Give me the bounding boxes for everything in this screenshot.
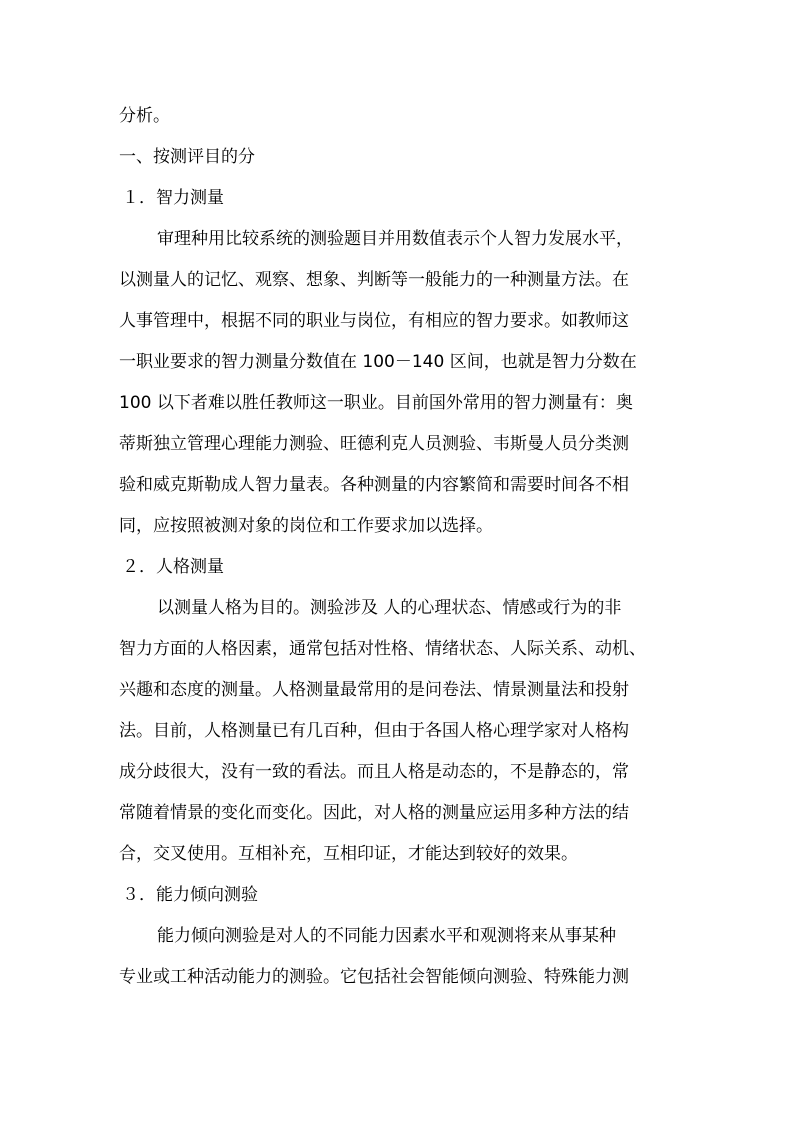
paragraph-line: 兴趣和态度的测量。人格测量最常用的是问卷法、情景测量法和投射 bbox=[119, 680, 629, 700]
paragraph-line: 常随着情景的变化而变化。因此，对人格的测量应运用多种方法的结 bbox=[119, 803, 629, 823]
paragraph-line: 一职业要求的智力测量分数值在 100－140 区间，也就是智力分数在 bbox=[119, 352, 637, 372]
document-body bbox=[119, 96, 685, 998]
paragraph-line: 蒂斯独立管理心理能力测验、旺德利克人员测验、韦斯曼人员分类测 bbox=[119, 434, 629, 454]
paragraph-line: 审理种用比较系统的测验题目并用数值表示个人智力发展水平， bbox=[157, 229, 633, 249]
paragraph-line: 同，应按照被测对象的岗位和工作要求加以选择。 bbox=[119, 516, 493, 536]
subsection-heading: １．智力测量 bbox=[122, 188, 224, 208]
subsection-heading: ３．能力倾向测验 bbox=[122, 885, 258, 905]
paragraph-line: 成分歧很大，没有一致的看法。而且人格是动态的，不是静态的，常 bbox=[119, 762, 629, 782]
paragraph-line: 100 以下者难以胜任教师这一职业。目前国外常用的智力测量有：奥 bbox=[119, 393, 633, 413]
paragraph-line: 人事管理中，根据不同的职业与岗位，有相应的智力要求。如教师这 bbox=[119, 311, 629, 331]
paragraph-line: 专业或工种活动能力的测验。它包括社会智能倾向测验、特殊能力测 bbox=[119, 967, 629, 987]
paragraph-line: 合，交叉使用。互相补充，互相印证，才能达到较好的效果。 bbox=[119, 844, 578, 864]
paragraph-line: 智力方面的人格因素，通常包括对性格、情绪状态、人际关系、动机、 bbox=[119, 639, 646, 659]
paragraph-line: 验和威克斯勒成人智力量表。各种测量的内容繁简和需要时间各不相 bbox=[119, 475, 629, 495]
paragraph-line: 法。目前，人格测量已有几百种，但由于各国人格心理学家对人格构 bbox=[119, 721, 629, 741]
section-heading: 一、按测评目的分 bbox=[119, 147, 255, 167]
subsection-heading: ２．人格测量 bbox=[122, 557, 224, 577]
paragraph-line: 以测量人格为目的。测验涉及 人的心理状态、情感或行为的非 bbox=[157, 598, 622, 618]
paragraph-line: 能力倾向测验是对人的不同能力因素水平和观测将来从事某种 bbox=[157, 926, 616, 946]
paragraph-line: 以测量人的记忆、观察、想象、判断等一般能力的一种测量方法。在 bbox=[119, 270, 629, 290]
paragraph-line: 分析。 bbox=[119, 106, 170, 126]
